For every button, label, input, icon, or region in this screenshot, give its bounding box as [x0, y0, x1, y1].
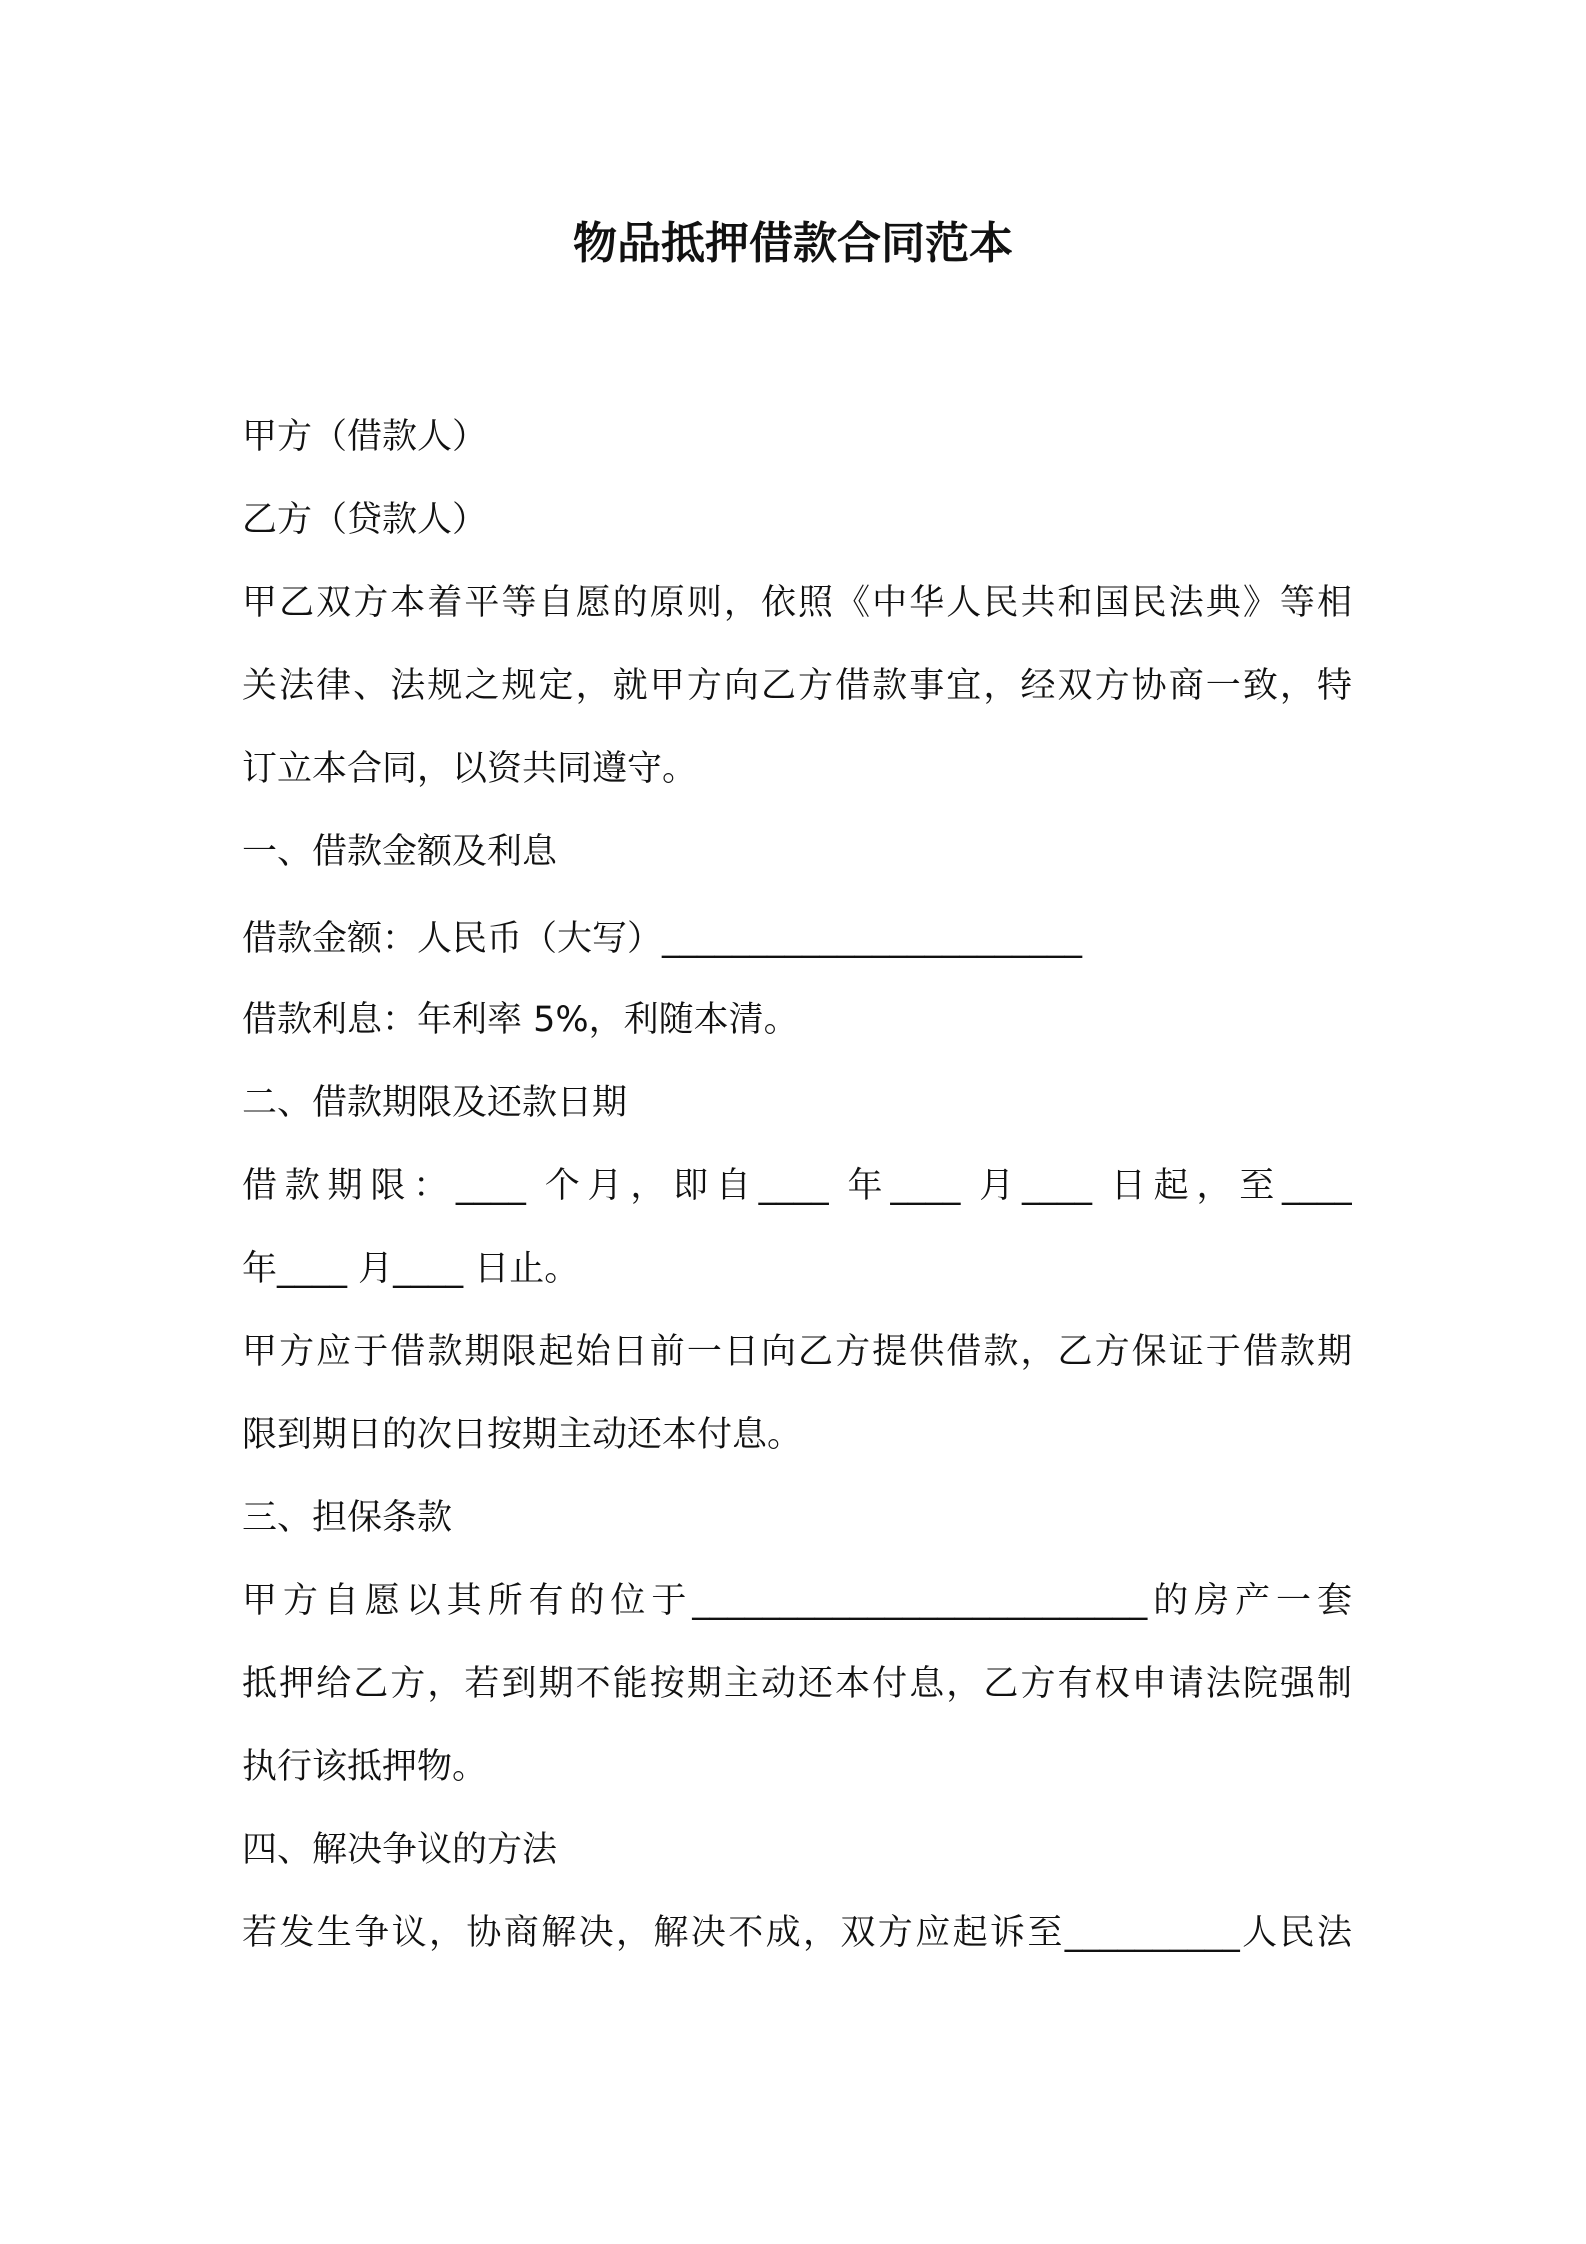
dispute-line-1: 若发生争议，协商解决，解决不成，双方应起诉至__________人民法 [242, 1913, 1352, 1953]
party-b-line: 乙方（贷款人） [242, 500, 488, 540]
section-1-heading: 一、借款金额及利息 [242, 832, 558, 872]
guarantee-line-3: 执行该抵押物。 [242, 1747, 488, 1787]
preamble-line-2: 关法律、法规之规定，就甲方向乙方借款事宜，经双方协商一致，特 [242, 666, 1352, 706]
party-a-line: 甲方（借款人） [242, 417, 488, 457]
loan-term-line-2: 年____ 月____ 日止。 [242, 1249, 580, 1289]
document-title: 物品抵押借款合同范本 [573, 218, 1013, 269]
guarantee-line-1: 甲方自愿以其所有的位于__________________________的房产一套 [242, 1581, 1352, 1621]
section-3-heading: 三、担保条款 [242, 1498, 453, 1538]
loan-amount-line: 借款金额：人民币（大写）________________________ [242, 919, 1083, 959]
loan-term-line-1: 借款期限：____ 个月，即自____ 年____ 月____ 日起，至____ [242, 1166, 1352, 1206]
preamble-line-1: 甲乙双方本着平等自愿的原则，依照《中华人民共和国民法典》等相 [242, 583, 1352, 623]
loan-interest-line: 借款利息：年利率 5%，利随本清。 [242, 1000, 799, 1040]
section-2-heading: 二、借款期限及还款日期 [242, 1083, 628, 1123]
section-4-heading: 四、解决争议的方法 [242, 1830, 558, 1870]
guarantee-line-2: 抵押给乙方，若到期不能按期主动还本付息，乙方有权申请法院强制 [242, 1664, 1352, 1704]
preamble-line-3: 订立本合同，以资共同遵守。 [242, 749, 698, 789]
repayment-line-1: 甲方应于借款期限起始日前一日向乙方提供借款，乙方保证于借款期 [242, 1332, 1352, 1372]
repayment-line-2: 限到期日的次日按期主动还本付息。 [242, 1415, 803, 1455]
